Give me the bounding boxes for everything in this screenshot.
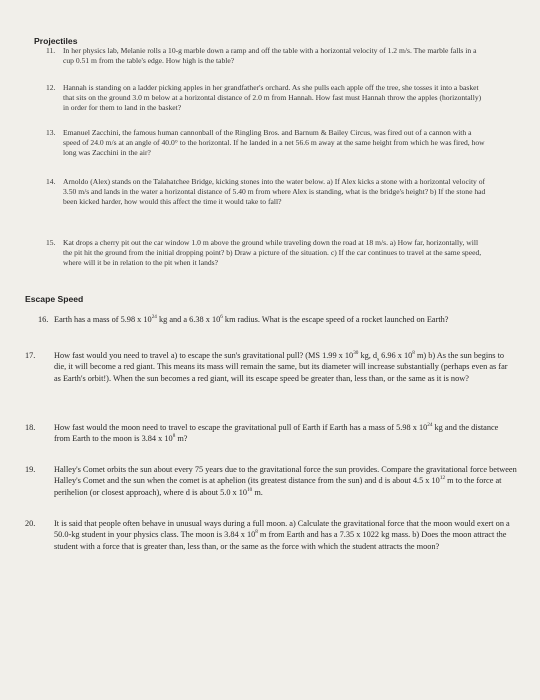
- problem-18: [25, 422, 513, 445]
- problem-text: Arnoldo (Alex) stands on the Talahatchee Bridge, kicking stones into the water below. a) If Alex kicks a stone with a horizontal velocity of 3.50 m/s and lands in the water a horizontal distance of 5.40 m from where Alex is standing, what is the bridge's height? b) If the stone had been kicked harder, how would this affect the time it would take to fall?: [63, 177, 486, 207]
- problem-number: 17.: [25, 351, 36, 360]
- problem-20: [25, 518, 517, 552]
- problem-text: How fast would you need to travel a) to escape the sun's gravitational pull? (MS 1.99 x $10^{30}$ kg, $d_s$ 6.96 x $10^8$ m) b) As the sun begins to die, it will become a red giant. This means its mass will remain the same, but its diameter will increase substantially (perhaps even as far as Earth's orbit!). When the sun becomes a red giant, will its escape speed be greater than, less than, or the same as it is now?: [54, 350, 508, 383]
- problem-13: [46, 128, 488, 159]
- problem-number: 11.: [46, 46, 56, 55]
- problem-text: Earth has a mass of 5.98 x $10^{24}$ kg and a 6.38 x $10^6$ km radius. What is the escape speed of a rocket launched on Earth?: [54, 314, 449, 324]
- problem-text: Emanuel Zacchini, the famous human cannonball of the Ringling Bros. and Barnum & Bailey Circus, was fired out of a cannon with a speed of 24.0 m/s at an angle of 40.0° to the horizontal. If he landed in a net 56.6 m away at the same height from which he was fired, how long was Zacchini in the air?: [63, 128, 485, 158]
- problem-16: [38, 314, 510, 325]
- problem-11: [46, 46, 486, 66]
- section-heading-escape-speed: Escape Speed: [25, 294, 84, 304]
- problem-text: It is said that people often behave in unusual ways during a full moon. a) Calculate the gravitational force that the moon would exert on a 50.0-kg student in your physics class. The moon is 3.84 x $10^8$ m from Earth and has a 7.35 x 1022 kg mass. b) Does the moon attract the student with a force that is greater than, less than, or the same as the force with which the student attracts the moon?: [54, 519, 510, 551]
- problem-number: 15.: [46, 238, 56, 247]
- problem-19: [25, 464, 517, 498]
- problem-text: In her physics lab, Melanie rolls a 10-g marble down a ramp and off the table with a horizontal velocity of 1.2 m/s. The marble falls in a cup 0.51 m from the table's edge. How high is the table?: [63, 46, 477, 66]
- problem-15: [46, 238, 488, 269]
- problem-number: 19.: [25, 465, 36, 474]
- problem-text: Halley's Comet orbits the sun about every 75 years due to the gravitational force the sun provides. Compare the gravitational force between Halley's Comet and the sun when the comet is at aphelion (its greatest distance from the sun) and d is about 4.5 x $10^{12}$ m to the force at perihelion (or closest approach), where d is about 5.0 x $10^{10}$ m.: [54, 465, 517, 497]
- problem-number: 18.: [25, 423, 36, 432]
- problem-14: [46, 177, 486, 208]
- section-heading-projectiles: Projectiles: [34, 36, 78, 46]
- problem-number: 16.: [38, 315, 49, 324]
- problem-text: Kat drops a cherry pit out the car window 1.0 m above the ground while traveling down the road at 18 m/s. a) How far, horizontally, will the pit hit the ground from the initial dropping point? b) Draw a picture of the situation. c) If the car continues to travel at the same speed, where will it be in relation to the pit when it lands?: [63, 238, 482, 268]
- problem-17: [25, 350, 513, 384]
- problem-number: 20.: [25, 519, 36, 528]
- problem-text: Hannah is standing on a ladder picking apples in her grandfather's orchard. As she pulls each apple off the tree, she tosses it into a basket that sits on the ground 3.0 m below at a horizontal distance of 2.0 m from Hannah. How fast must Hannah throw the apples (horizontally) in order for them to land in the basket?: [63, 83, 482, 113]
- problem-12: [46, 83, 488, 114]
- problem-number: 13.: [46, 128, 56, 137]
- problem-number: 12.: [46, 83, 56, 92]
- problem-text: How fast would the moon need to travel to escape the gravitational pull of Earth if Earth has a mass of 5.98 x $10^{24}$ kg and the distance from Earth to the moon is 3.84 x $10^8$ m?: [54, 422, 499, 444]
- problem-number: 14.: [46, 177, 56, 186]
